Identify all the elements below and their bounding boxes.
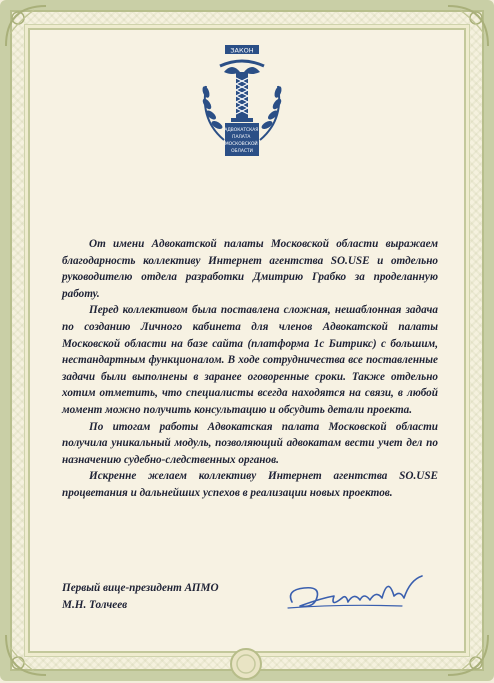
svg-text:АДВОКАТСКАЯ ПАЛАТА: АДВОКАТСКАЯ ПАЛАТА МОСКОВСКОЙ ОБЛАСТИ xyxy=(224,128,259,154)
bar-association-emblem xyxy=(194,42,290,160)
paragraph: По итогам работы Адвокатская палата Московской области получила уникальный модуль, позволяющий адвокатам вести учет дел по назначению судебно-следственных органов. xyxy=(62,420,438,466)
signatory-block xyxy=(62,580,219,613)
letter-body xyxy=(62,236,438,502)
paragraph: Перед коллективом была поставлена сложная, нешаблонная задача по созданию Личного кабинета для членов Адвокатской палаты Московской области на базе сайта (платформа 1с Битрикс) с большим, нестандартным функционалом. В ходе сотрудничества все поставленные задачи были выполнены в заранее оговоренные сроки. Также отдельно хотим отметить, что специалисты всегда находятся на связи, в любой момент можно получить консультацию и обсудить детали проекта. xyxy=(62,304,438,416)
bottom-medallion-icon xyxy=(227,645,265,683)
corner-ornament xyxy=(4,4,48,48)
corner-ornament xyxy=(446,633,490,677)
paragraph: Искренне желаем коллективу Интернет агентства SO.USE процветания и дальнейших успехов в реализации новых проектов. xyxy=(62,470,438,499)
corner-ornament xyxy=(4,633,48,677)
paragraph: От имени Адвокатской палаты Московской области выражаем благодарность коллективу Интернет агентства SO.USE и отдельно руководителю отдела разработки Дмитрию Грабко за проделанную работу. xyxy=(62,238,438,300)
handwritten-signature xyxy=(282,568,432,616)
signatory-title: Первый вице-президент АПМО xyxy=(62,582,219,594)
corner-ornament xyxy=(446,4,490,48)
signatory-name: М.Н. Толчеев xyxy=(62,598,128,611)
svg-text:ЗАКОН: ЗАКОН xyxy=(230,46,254,55)
